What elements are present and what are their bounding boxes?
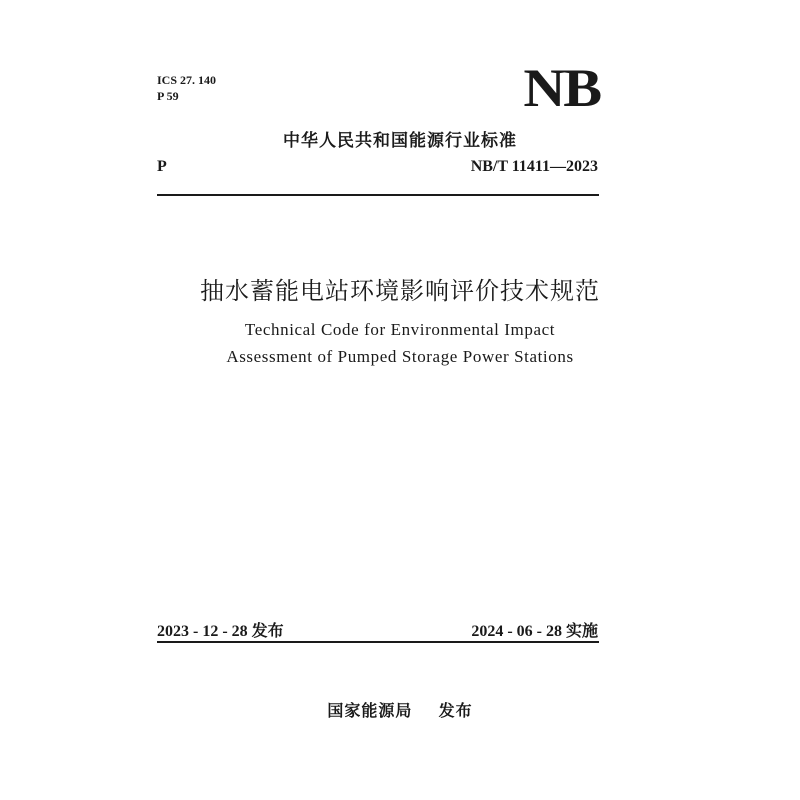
- ccs-code: P 59: [157, 89, 179, 103]
- implementation-date: 2024 - 06 - 28 实施: [471, 623, 598, 640]
- title-english-line-2: Assessment of Pumped Storage Power Stations: [226, 347, 574, 366]
- ics-codes: [157, 72, 216, 104]
- issuer: 国家能源局 发布: [327, 701, 473, 720]
- title-english-line-1: Technical Code for Environmental Impact: [244, 320, 556, 339]
- ics-code: ICS 27. 140: [157, 73, 217, 87]
- nb-logo: NB: [523, 58, 600, 118]
- standard-number: NB/T 11411—2023: [470, 158, 598, 175]
- bottom-divider: [157, 641, 599, 643]
- issue-date: 2023 - 12 - 28 发布: [157, 623, 284, 640]
- title-chinese: 抽水蓄能电站环境影响评价技术规范: [200, 277, 600, 305]
- industry-standard-heading: 中华人民共和国能源行业标准: [283, 131, 517, 151]
- classification-code: P: [157, 158, 167, 175]
- title-english: [0, 316, 800, 370]
- top-divider: [157, 194, 599, 196]
